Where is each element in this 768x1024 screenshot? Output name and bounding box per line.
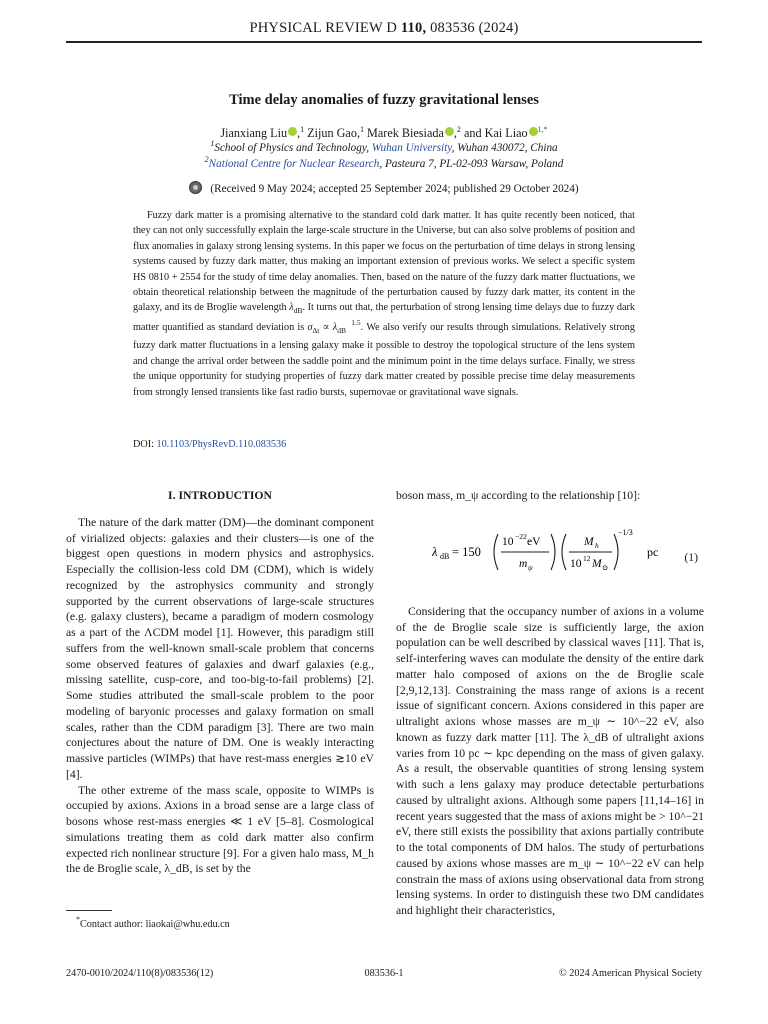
author-name: Kai Liao xyxy=(484,126,528,140)
svg-text:= 150: = 150 xyxy=(452,544,481,559)
body-paragraph: boson mass, m_ψ according to the relationship [10]: xyxy=(396,489,641,502)
contact-author: Contact author: liaokai@whu.edu.cn xyxy=(80,919,230,930)
doi-link[interactable]: 10.1103/PhysRevD.110.083536 xyxy=(156,439,287,450)
author-affiliation-mark: 1 xyxy=(300,125,305,134)
author-name: Jianxiang Liu xyxy=(220,126,288,140)
section-heading: I. INTRODUCTION xyxy=(168,489,272,502)
author-affiliation-mark: 1 xyxy=(359,125,364,134)
journal-volume: 110, xyxy=(400,20,427,36)
svg-text:λ: λ xyxy=(432,544,438,559)
abstract: Fuzzy dark matter is a promising alternative to the standard cold dark matter. It has quite recently been noticed, that they can not only successfully explain the large-scale structure in the Universe, but can also solve problems of position and flux anomalies in galaxy strong lensing systems. In this paper we focus on the perturbation of time delays in strong lensing systems caused by fuzzy dark matter, thus making an important extension of previous works. We select a specific system HS 0810 + 2554 for the study of time delay anomalies. Then, based on the nature of the fuzzy dark matter fluctuations, we obtain theoretical relationship between the magnitude of the perturbation caused by fuzzy dark matter, its content in the galaxy, and its de Broglie wavelength $\lambda_{dB}$. It turns out that, the perturbation of strong lensing time delays due to fuzzy dark matter quantified as standard deviation is $\sigma_{\Delta t} \propto \lambda$ 1.5 dB . We also verify our results through simulations. Relatively strong fuzzy dark matter fluctuations in a lensing galaxy make it possible to destroy the topological structure of the lens system and change the arrival order between the saddle point and the minimum point in the time delays surface. Finally, we stress the unique opportunity for studying properties of fuzzy dark matter created by possible precise time delay measurements from strongly lensed transients like fast radio bursts, supernovae or gravitational wave signals. xyxy=(133,210,635,398)
body-paragraph: Considering that the occupancy number of axions in a volume of the de Broglie scale size is sufficiently large, the axion population can be well described by classical waves [11]. That is, self-interfering waves can modulate the density of the entire dark matter halo composed of axions on the de Broglie scale [2,9,12,13]. Constraining the mass range of axions is a recent issue of significant concern. Axions considered in this paper are ultralight axions whose masses are m_ψ ∼ 10^−22 eV, also known as fuzzy dark matter [11]. The λ_dB of ultralight axions varies from 10 pc ∼ kpc depending on the mass of given galaxy. As a result, the observable quantities of strong lensing system with such a lens galaxy may produce detectable perturbations caused by ultralight axions. Although some papers [11,14–16] in recent years suggested that the mass of axions might be > 10^−21 eV, there still exists the possibility that axions partially contribute to the total components of DM halos. The study of perturbations caused by axions whose masses are m_ψ ∼ 10^−22 eV can help constrain the mass of axions using observational data from strong lensing systems. In order to distinguish these two DM candidates and highlight their characteristics, xyxy=(396,604,704,917)
affiliation-2: $^2$National Centre for Nuclear Research, Pasteura 7, PL-02-093 Warsaw, Poland xyxy=(204,155,564,170)
paper-title: Time delay anomalies of fuzzy gravitational lenses xyxy=(229,92,539,108)
left-column xyxy=(66,488,374,877)
footer-page-number: 083536-1 xyxy=(364,968,404,979)
svg-text:12: 12 xyxy=(583,553,591,563)
author-name: Marek Biesiada xyxy=(367,126,444,140)
article-number: 083536 (2024) xyxy=(430,20,519,36)
body-paragraph: The other extreme of the mass scale, opposite to WIMPs is occupied by axions. Axions in a broad sense are a large class of bosons whose rest-mass energies ≪ 1 eV [5–8]. Cosmological simulations treating them as cold dark matter also confirm expected rich nonlinear structure [9]. For a given halo mass, M_h the de Broglie scale, λ_dB, is set by the xyxy=(66,783,374,876)
svg-text:pc: pc xyxy=(647,544,659,559)
affiliation-link[interactable]: National Centre for Nuclear Research xyxy=(208,158,380,170)
svg-text:M: M xyxy=(584,535,594,548)
svg-text:m: m xyxy=(519,557,528,570)
body-paragraph: The nature of the dark matter (DM)—the dominant component of virialized objects: galaxies and their clusters—is one of the biggest open questions in modern physics and astrophysics. Especially the collision-less cold DM (CDM), which is widely recognized by the astrophysics community and strongly supported by the current observations of large-scale structures (e.g. galaxy clusters), became a paradigm of modern cosmology as a part of the ΛCDM model [1]. However, this paradigm still suffers from the well-known small-scale problem that concerns some observed features of galaxies and dwarf galaxies (e.g., missing satellite, cusp-core, and too-big-to-fail problems) [2]. Some studies attributed the small-scale problem to the poor modeling of baryonic processes and galaxy formation on small scales, rather than the CDM paradigm [3]. There are two main conjectures about the nature of DM. One is weakly interacting massive particles (WIMPs) that have rest-mass energies ≳10 eV [4]. xyxy=(66,515,374,781)
footer-issn: 2470-0010/2024/110(8)/083536(12) xyxy=(66,968,214,979)
svg-text:⊙: ⊙ xyxy=(602,562,609,572)
author-name: Zijun Gao xyxy=(307,126,357,140)
received-dates: (Received 9 May 2024; accepted 25 September 2024; published 29 October 2024) xyxy=(66,181,702,195)
footnote xyxy=(76,915,230,930)
right-column xyxy=(396,488,704,919)
svg-text:10: 10 xyxy=(570,557,582,570)
check-for-updates-icon[interactable] xyxy=(189,181,202,194)
equation-1 xyxy=(396,514,704,592)
doi-label: DOI: xyxy=(133,439,154,450)
svg-text:M: M xyxy=(592,557,602,570)
author-affiliation-mark: 2 xyxy=(456,125,461,134)
equation-number: (1) xyxy=(684,550,698,564)
orcid-icon[interactable] xyxy=(529,127,538,136)
doi-line xyxy=(133,439,286,450)
running-head xyxy=(66,20,702,37)
footer-copyright: © 2024 American Physical Society xyxy=(559,968,702,979)
orcid-icon[interactable] xyxy=(288,127,297,136)
affiliation-link[interactable]: Wuhan University xyxy=(371,142,452,154)
footnote-rule xyxy=(66,910,112,911)
affiliation-1: $^1$School of Physics and Technology, Wuhan University, Wuhan 430072, China xyxy=(210,139,558,154)
svg-text:−22: −22 xyxy=(515,531,527,541)
footnote-mark: * xyxy=(76,915,80,924)
author-list: Jianxiang Liu ,$^1$ Zijun Gao,$^1$ Marek Biesiada ,$^2$ and Kai Liao $^{1,*}$ xyxy=(220,125,548,140)
header-rule xyxy=(66,41,702,43)
journal-name: PHYSICAL REVIEW D xyxy=(249,20,398,36)
orcid-icon[interactable] xyxy=(445,127,454,136)
svg-text:dB: dB xyxy=(440,551,450,561)
svg-text:ψ: ψ xyxy=(528,562,533,572)
svg-text:−1/3: −1/3 xyxy=(618,527,633,537)
equation-graphic xyxy=(432,514,672,592)
svg-text:10: 10 xyxy=(502,535,514,548)
author-affiliation-mark[interactable]: 1,* xyxy=(537,125,548,134)
svg-text:h: h xyxy=(595,540,599,550)
svg-text:eV: eV xyxy=(527,535,541,548)
